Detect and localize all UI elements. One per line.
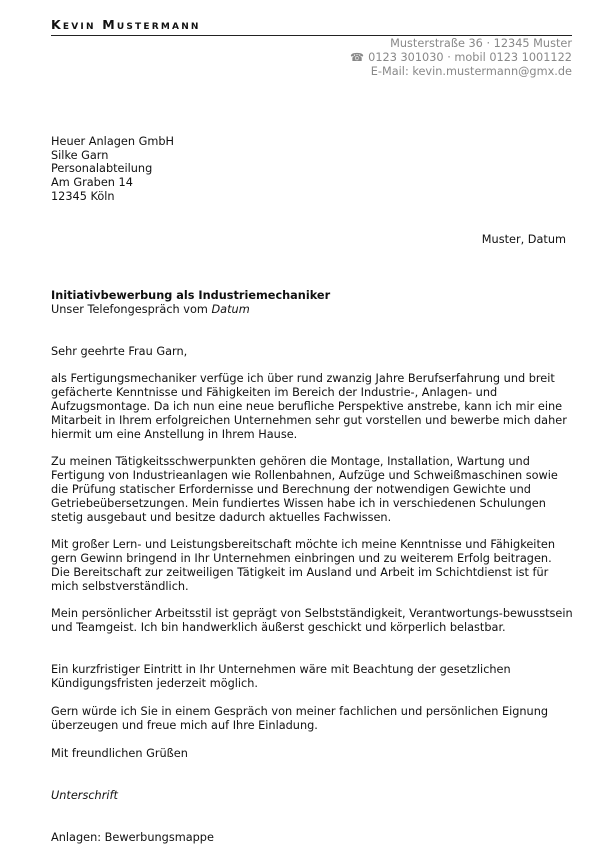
recipient-contact: Silke Garn [51,148,109,162]
enclosure: Anlagen: Bewerbungsmappe [51,831,214,844]
signature: Unterschrift [51,789,118,802]
subject-reference [51,303,571,317]
closing: Mit freundlichen Grüßen [51,747,188,760]
paragraph-3: Mit großer Lern- und Leistungsbereitschaft möchte ich meine Kenntnisse und Fähigkeiten gern Gewinn bringend in Ihr Unternehmen einbringen und zu weiterem Erfolg beitragen. Die Bereitschaft zur zeitweiligen Tätigkeit im Ausland und Arbeit im Schichtdienst ist für mich selbstverständlich. [51,538,555,593]
recipient-city: 12345 Köln [51,189,115,203]
date-line: Muster, Datum [481,233,566,246]
sender-name: Kevin Mustermann [51,17,201,32]
phone-icon [350,51,368,64]
recipient-address-block [51,135,174,204]
salutation: Sehr geehrte Frau Garn, [51,345,188,358]
recipient-street: Am Graben 14 [51,176,133,190]
paragraph-6: Gern würde ich Sie in einem Gespräch von meiner fachlichen und persönlichen Eignung überzeugen und freue mich auf Ihre Einladung. [51,705,549,732]
recipient-company: Heuer Anlagen GmbH [51,135,175,148]
subject-title: Initiativbewerbung als Industriemechaniker [51,289,331,302]
header-rule [51,35,572,36]
paragraph-5: Ein kurzfristiger Eintritt in Ihr Unternehmen wäre mit Beachtung der gesetzlichen Kündigungsfristen jederzeit möglich. [51,663,511,690]
subject-ref-value: Datum [211,303,250,316]
sender-address: Musterstraße 36 · 12345 Muster [390,37,572,50]
recipient-department: Personalabteilung [51,162,153,176]
sender-email: E-Mail: kevin.mustermann@gmx.de [370,65,572,78]
paragraph-4: Mein persönlicher Arbeitsstil ist geprägt von Selbstständigkeit, Verantwortungs-bewusstsein und Teamgeist. Ich bin handwerklich äußerst geschickt und körperlich belastbar. [51,607,573,634]
paragraph-2: Zu meinen Tätigkeitsschwerpunkten gehören die Montage, Installation, Wartung und Fertigung von Industrieanlagen wie Rollenbahnen, Aufzüge und Schweißmaschinen sowie die Prüfung statischer Erfordernisse und Berechnung der notwendigen Gewichte und Getriebeübersetzungen. Mein fundiertes Wissen habe ich in verschiedenen Schulungen stetig ausgebaut und besitze dadurch aktuelles Fachwissen. [51,455,558,524]
sender-phone-text: 0123 301030 · mobil 0123 1001122 [368,51,572,64]
subject-ref-prefix: Unser Telefongespräch vom [51,303,208,316]
sender-phone [350,51,572,65]
subject-block [51,289,571,317]
paragraph-1: als Fertigungsmechaniker verfüge ich über rund zwanzig Jahre Berufserfahrung und breit gefächerte Kenntnisse und Fähigkeiten im Bereich der Industrie-, Anlagen- und Aufzugsmontage. Da ich nun eine neue berufliche Perspektive anstrebe, kann ich mir eine Mitarbeit in Ihrem erfolgreichen Unternehmen sehr gut vorstellen und bewerbe mich daher hiermit um eine Anstellung in Ihrem Hause. [51,372,567,441]
